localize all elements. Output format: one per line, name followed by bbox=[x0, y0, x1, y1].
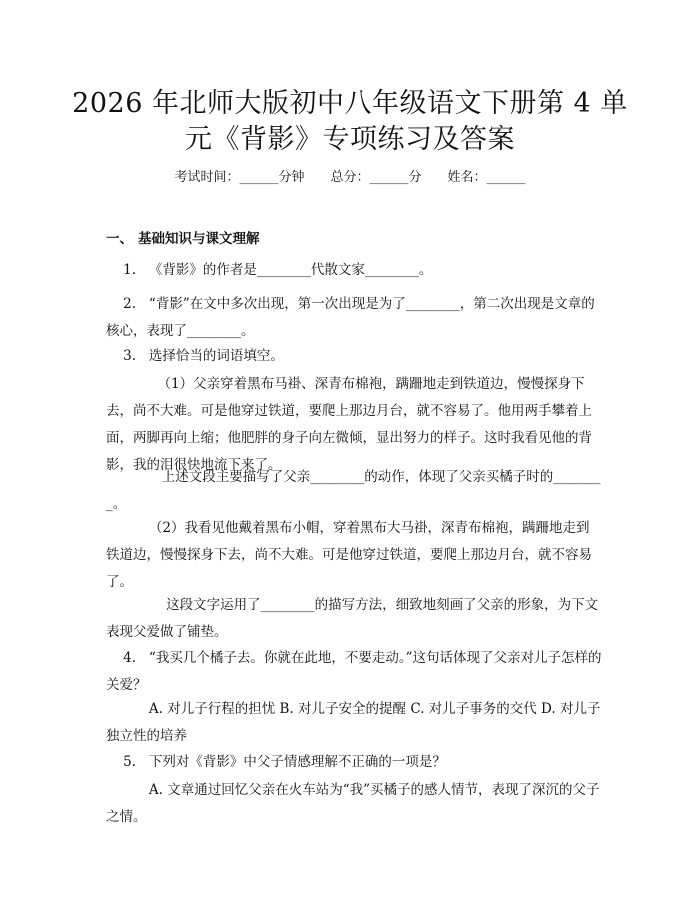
section-title: 基础知识与课文理解 bbox=[138, 231, 260, 247]
question-5: 5. 下列对《背影》中父子情感理解不正确的一项是？ bbox=[106, 754, 446, 770]
question-2: 2. “背影”在文中多次出现，第一次出现是为了________，第二次出现是文章的核心，表现了________。 bbox=[106, 296, 595, 339]
question-4: 4. “我买几个橘子去。你就在此地，不要走动。”这句话体现了父亲对儿子怎样的关爱？ bbox=[106, 650, 602, 693]
question-3-prompt-2: 这段文字运用了________的描写方法，细致地刻画了父亲的形象，为下文表现父爱做了铺垫。 bbox=[106, 597, 599, 640]
question-5-option-a: A. 文章通过回忆父亲在火车站为“我”买橘子的感人情节，表现了深沉的父子之情。 bbox=[106, 782, 600, 825]
document-title-line-1: 2026 年北师大版初中八年级语文下册第 4 单 bbox=[72, 88, 628, 119]
exam-score: 总分：______分 bbox=[330, 170, 422, 185]
question-3: 3. 选择恰当的词语填空。 bbox=[106, 348, 284, 364]
question-3-prompt-1: 上述文段主要描写了父亲________的动作，体现了父亲买橘子时的________。 bbox=[106, 469, 601, 512]
question-1: 1. 《背影》的作者是________代散文家________。 bbox=[106, 262, 433, 278]
section-heading bbox=[106, 229, 260, 249]
question-3-passage-1: （1）父亲穿着黑布马褂、深青布棉袍，蹒跚地走到铁道边，慢慢探身下去，尚不大难。可是他穿过铁道，要爬上那边月台，就不容易了。他用两手攀着上面，两脚再向上缩；他肥胖的身子向左微倾，显出努力的样子。这时我看见他的背影，我的泪很快地流下来了。 bbox=[106, 376, 592, 473]
document-title-line-2: 元《背影》专项练习及答案 bbox=[185, 124, 515, 155]
exam-info bbox=[0, 168, 700, 188]
exam-time: 考试时间：______分钟 bbox=[174, 170, 305, 185]
question-3-passage-2: （2）我看见他戴着黑布小帽，穿着黑布大马褂，深青布棉袍，蹒跚地走到铁道边，慢慢探身下去，尚不大难。可是他穿过铁道，要爬上那边月台，就不容易了。 bbox=[106, 520, 592, 590]
question-4-options: A. 对儿子行程的担忧 B. 对儿子安全的提醒 C. 对儿子事务的交代 D. 对儿子独立性的培养 bbox=[106, 701, 601, 744]
exam-name: 姓名：______ bbox=[447, 170, 526, 185]
section-number: 一、 bbox=[106, 231, 133, 247]
